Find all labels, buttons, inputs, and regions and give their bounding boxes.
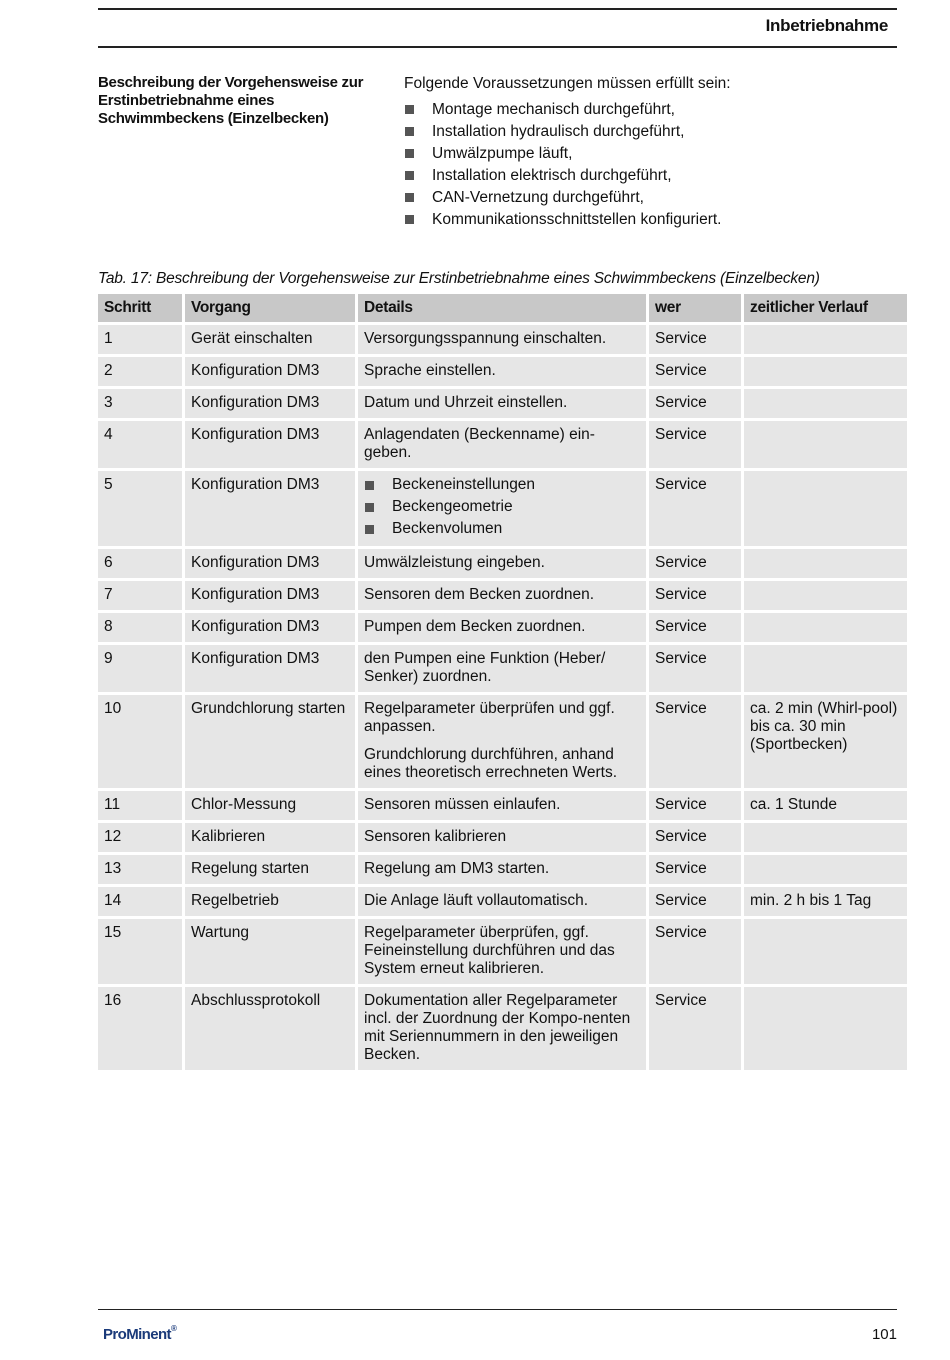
section-title: Inbetriebnahme: [765, 16, 888, 35]
table-row: [98, 791, 907, 820]
cell-details: Regelparameter überprüfen, ggf. Feineinstellung durchführen und das System erneut kalibrieren.: [358, 919, 646, 984]
cell-verlauf: [744, 357, 907, 386]
table-row: [98, 855, 907, 884]
cell-schritt: 7: [98, 581, 182, 610]
table-row: [98, 581, 907, 610]
cell-verlauf: [744, 855, 907, 884]
cell-details: Datum und Uhrzeit einstellen.: [358, 389, 646, 418]
list-item: CAN-Vernetzung durchgeführt,: [404, 187, 884, 209]
table-row: [98, 987, 907, 1070]
procedure-table: [95, 291, 910, 1073]
table-row: [98, 645, 907, 692]
col-header-verlauf: zeitlicher Verlauf: [744, 294, 907, 322]
cell-vorgang: Kalibrieren: [185, 823, 355, 852]
header-rule: [98, 46, 897, 48]
page-number: 101: [871, 1326, 897, 1343]
table-row: [98, 823, 907, 852]
prominent-logo: ProMinent®: [103, 1324, 177, 1343]
list-item: Beckengeometrie: [364, 496, 640, 518]
cell-verlauf: min. 2 h bis 1 Tag: [744, 887, 907, 916]
cell-verlauf: [744, 581, 907, 610]
col-header-details: Details: [358, 294, 646, 322]
cell-details: Anlagendaten (Beckenname) ein-geben.: [358, 421, 646, 468]
list-item: Installation elektrisch durchgeführt,: [404, 165, 884, 187]
cell-vorgang: Konfiguration DM3: [185, 613, 355, 642]
col-header-vorgang: Vorgang: [185, 294, 355, 322]
cell-schritt: 11: [98, 791, 182, 820]
cell-wer: Service: [649, 471, 741, 546]
cell-details: Pumpen dem Becken zuordnen.: [358, 613, 646, 642]
cell-schritt: 10: [98, 695, 182, 788]
cell-details: [358, 695, 646, 788]
cell-details: Die Anlage läuft vollautomatisch.: [358, 887, 646, 916]
cell-wer: Service: [649, 613, 741, 642]
cell-vorgang: Konfiguration DM3: [185, 389, 355, 418]
cell-details: [358, 471, 646, 546]
table-row: [98, 471, 907, 546]
list-item: Beckenvolumen: [364, 518, 640, 540]
cell-schritt: 8: [98, 613, 182, 642]
cell-vorgang: Konfiguration DM3: [185, 421, 355, 468]
cell-schritt: 9: [98, 645, 182, 692]
square-bullet-icon: [405, 127, 414, 136]
cell-vorgang: Konfiguration DM3: [185, 471, 355, 546]
cell-schritt: 12: [98, 823, 182, 852]
cell-vorgang: Regelung starten: [185, 855, 355, 884]
cell-schritt: 13: [98, 855, 182, 884]
cell-wer: Service: [649, 855, 741, 884]
cell-details: Regelung am DM3 starten.: [358, 855, 646, 884]
cell-wer: Service: [649, 645, 741, 692]
footer-rule: [98, 1309, 897, 1310]
cell-schritt: 15: [98, 919, 182, 984]
col-header-schritt: Schritt: [98, 294, 182, 322]
cell-schritt: 2: [98, 357, 182, 386]
prerequisites-lead: Folgende Voraussetzungen müssen erfüllt sein:: [404, 75, 731, 92]
cell-details: Dokumentation aller Regelparameter incl. der Zuordnung der Kompo-nenten mit Seriennummern in den jeweiligen Becken.: [358, 987, 646, 1070]
table-row: [98, 325, 907, 354]
cell-schritt: 4: [98, 421, 182, 468]
list-item: Umwälzpumpe läuft,: [404, 143, 884, 165]
table-header-row: [98, 294, 907, 322]
cell-verlauf: ca. 2 min (Whirl-pool) bis ca. 30 min (Sportbecken): [744, 695, 907, 788]
cell-vorgang: Wartung: [185, 919, 355, 984]
cell-verlauf: [744, 823, 907, 852]
col-header-wer: wer: [649, 294, 741, 322]
cell-wer: Service: [649, 791, 741, 820]
table-row: [98, 695, 907, 788]
cell-schritt: 5: [98, 471, 182, 546]
prerequisites-list: [404, 99, 884, 231]
table-row: [98, 389, 907, 418]
cell-verlauf: [744, 613, 907, 642]
cell-details: Versorgungsspannung einschalten.: [358, 325, 646, 354]
prerequisites: [404, 73, 884, 231]
cell-verlauf: [744, 549, 907, 578]
square-bullet-icon: [405, 193, 414, 202]
cell-details: Sensoren dem Becken zuordnen.: [358, 581, 646, 610]
square-bullet-icon: [405, 105, 414, 114]
cell-wer: Service: [649, 325, 741, 354]
cell-vorgang: Gerät einschalten: [185, 325, 355, 354]
cell-vorgang: Konfiguration DM3: [185, 357, 355, 386]
cell-wer: Service: [649, 695, 741, 788]
cell-verlauf: [744, 919, 907, 984]
cell-verlauf: [744, 471, 907, 546]
cell-schritt: 6: [98, 549, 182, 578]
cell-vorgang: Grundchlorung starten: [185, 695, 355, 788]
table-row: [98, 919, 907, 984]
cell-vorgang: Chlor-Messung: [185, 791, 355, 820]
table-caption: Tab. 17: Beschreibung der Vorgehensweise zur Erstinbetriebnahme eines Schwimmbeckens (Einzelbecken): [98, 270, 820, 287]
cell-verlauf: [744, 645, 907, 692]
details-paragraph: Grundchlorung durchführen, anhand eines theoretisch errechneten Werts.: [364, 746, 618, 781]
square-bullet-icon: [405, 215, 414, 224]
list-item: Montage mechanisch durchgeführt,: [404, 99, 884, 121]
square-bullet-icon: [405, 171, 414, 180]
cell-schritt: 1: [98, 325, 182, 354]
cell-vorgang: Konfiguration DM3: [185, 645, 355, 692]
square-bullet-icon: [365, 525, 374, 534]
cell-details: den Pumpen eine Funktion (Heber/ Senker) zuordnen.: [358, 645, 646, 692]
details-list: [364, 474, 640, 540]
cell-wer: Service: [649, 919, 741, 984]
cell-wer: Service: [649, 357, 741, 386]
cell-verlauf: [744, 421, 907, 468]
cell-verlauf: [744, 389, 907, 418]
cell-schritt: 16: [98, 987, 182, 1070]
square-bullet-icon: [405, 149, 414, 158]
cell-verlauf: ca. 1 Stunde: [744, 791, 907, 820]
square-bullet-icon: [365, 503, 374, 512]
cell-schritt: 14: [98, 887, 182, 916]
cell-verlauf: [744, 325, 907, 354]
registered-mark: ®: [170, 1324, 177, 1333]
cell-wer: Service: [649, 389, 741, 418]
cell-details: Sensoren müssen einlaufen.: [358, 791, 646, 820]
list-item: Beckeneinstellungen: [364, 474, 640, 496]
side-heading: Beschreibung der Vorgehensweise zur Erstinbetriebnahme eines Schwimmbeckens (Einzelbecken): [98, 74, 364, 127]
cell-details: Sprache einstellen.: [358, 357, 646, 386]
cell-wer: Service: [649, 549, 741, 578]
cell-wer: Service: [649, 887, 741, 916]
table-row: [98, 421, 907, 468]
cell-schritt: 3: [98, 389, 182, 418]
cell-vorgang: Konfiguration DM3: [185, 549, 355, 578]
list-item: Installation hydraulisch durchgeführt,: [404, 121, 884, 143]
table-row: [98, 613, 907, 642]
table-row: [98, 549, 907, 578]
cell-details: Sensoren kalibrieren: [358, 823, 646, 852]
cell-vorgang: Abschlussprotokoll: [185, 987, 355, 1070]
details-paragraph: Regelparameter überprüfen und ggf. anpassen.: [364, 700, 615, 735]
cell-details: Umwälzleistung eingeben.: [358, 549, 646, 578]
cell-verlauf: [744, 987, 907, 1070]
top-rule: [98, 8, 897, 10]
table-row: [98, 357, 907, 386]
cell-wer: Service: [649, 421, 741, 468]
cell-wer: Service: [649, 987, 741, 1070]
table-row: [98, 887, 907, 916]
cell-wer: Service: [649, 581, 741, 610]
cell-wer: Service: [649, 823, 741, 852]
cell-vorgang: Regelbetrieb: [185, 887, 355, 916]
square-bullet-icon: [365, 481, 374, 490]
list-item: Kommunikationsschnittstellen konfiguriert.: [404, 209, 884, 231]
cell-vorgang: Konfiguration DM3: [185, 581, 355, 610]
